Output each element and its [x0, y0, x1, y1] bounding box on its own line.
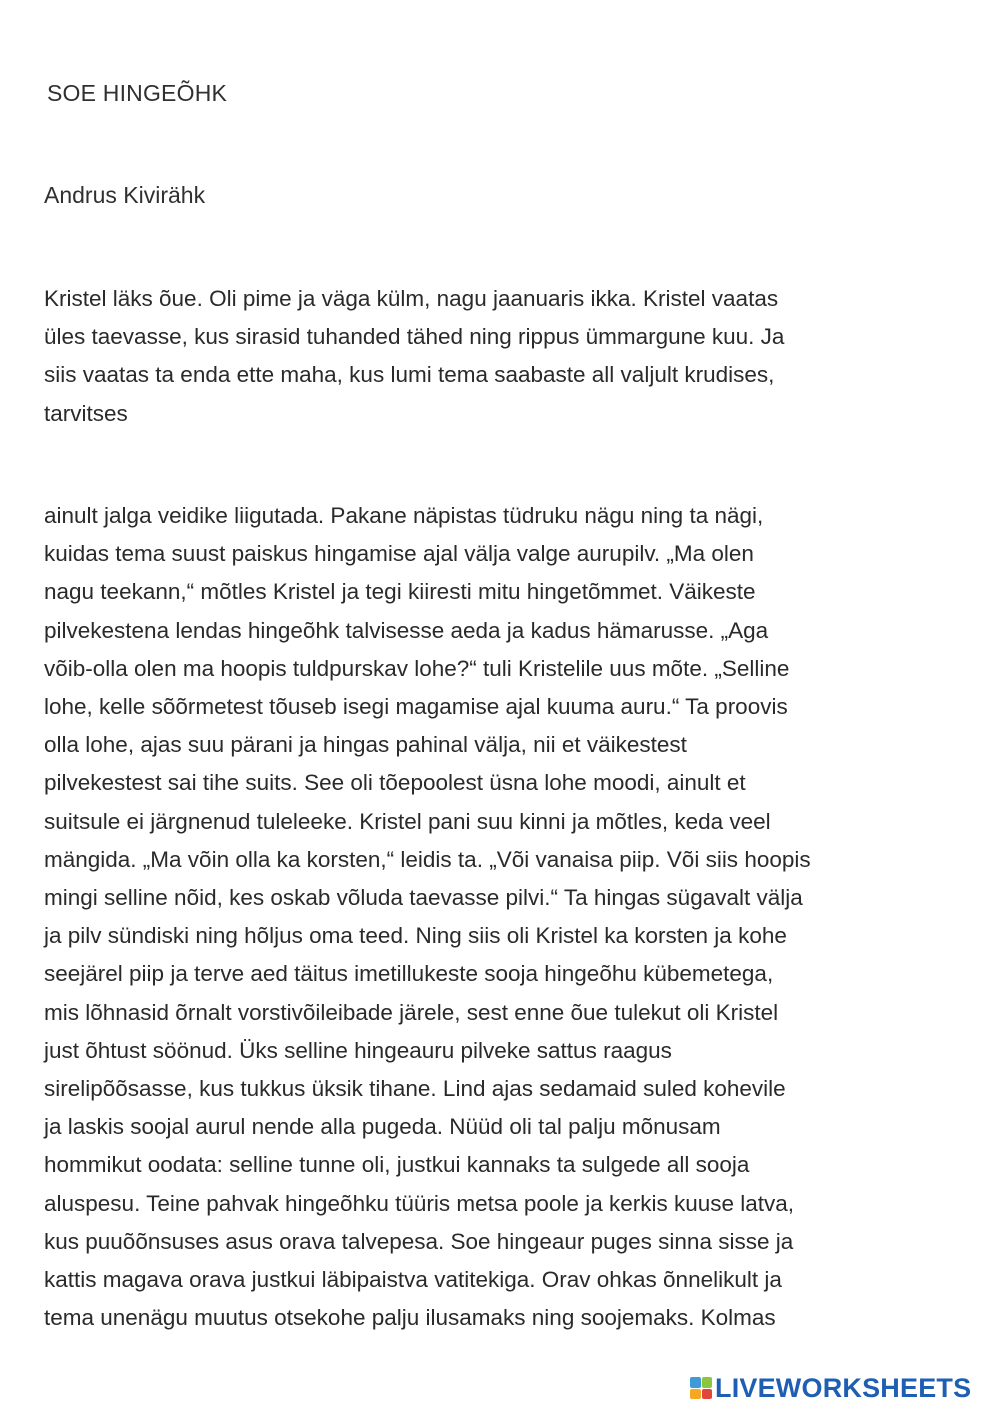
text-line: võib-olla olen ma hoopis tuldpurskav lohe?“ tuli Kristelile uus mõte. „Selline [44, 655, 790, 681]
text-line: olla lohe, ajas suu pärani ja hingas pahinal välja, nii et väikestest [44, 732, 687, 758]
text-line: lohe, kelle sõõrmetest tõuseb isegi magamise ajal kuuma auru.“ Ta proovis [44, 694, 788, 720]
logo-square [702, 1377, 713, 1388]
text-line: kus puuõõnsuses asus orava talvepesa. Soe hingeaur puges sinna sisse ja [44, 1228, 794, 1254]
liveworksheets-logo[interactable] [690, 1372, 971, 1404]
document-title: SOE HINGEÕHK [47, 80, 228, 106]
text-line: seejärel piip ja terve aed täitus imetillukeste sooja hingeõhu kübemetega, [44, 961, 774, 987]
text-line: nagu teekann,“ mõtles Kristel ja tegi kiiresti mitu hingetõmmet. Väikeste [44, 579, 756, 605]
text-line: just õhtust söönud. Üks selline hingeauru pilveke sattus raagus [44, 1037, 672, 1063]
text-line: ja pilv sündiski ning hõljus oma teed. Ning siis oli Kristel ka korsten ja kohe [44, 923, 787, 949]
text-line: kuidas tema suust paiskus hingamise ajal välja valge aurupilv. „Ma olen [44, 541, 754, 567]
text-line: Kristel läks õue. Oli pime ja väga külm, nagu jaanuaris ikka. Kristel vaatas [44, 286, 779, 311]
text-line: pilvekestest sai tihe suits. See oli tõepoolest üsna lohe moodi, ainult et [44, 770, 746, 796]
text-line: üles taevasse, kus sirasid tuhanded tähed ning rippus ümmargune kuu. Ja [44, 324, 785, 350]
text-line: hommikut oodata: selline tunne oli, justkui kannaks ta sulgede all sooja [44, 1152, 750, 1178]
text-line: mingi selline nõid, kes oskab võluda taevasse pilvi.“ Ta hingas sügavalt välja [44, 885, 803, 911]
text-line: ainult jalga veidike liigutada. Pakane näpistas tüdruku nägu ning ta nägi, [44, 503, 764, 528]
text-line: ja laskis soojal aurul nende alla pugeda. Nüüd oli tal palju mõnusam [44, 1114, 721, 1140]
text-line: mis lõhnasid õrnalt vorstivõileibade järele, sest enne õue tulekut oli Kristel [44, 999, 779, 1025]
text-line: tema unenägu muutus otsekohe palju ilusamaks ning soojemaks. Kolmas [44, 1305, 776, 1331]
liveworksheets-logo-icon [690, 1377, 712, 1399]
text-line: sirelipõõsasse, kus tukkus üksik tihane. Lind ajas sedamaid suled kohevile [44, 1076, 786, 1102]
paragraph-2 [44, 497, 811, 1337]
text-line: pilvekestena lendas hingeõhk talvisesse aeda ja kadus hämarusse. „Aga [44, 617, 769, 643]
text-line: aluspesu. Teine pahvak hingeõhku tüüris metsa poole ja kerkis kuuse latva, [44, 1190, 795, 1216]
paragraph-1 [44, 280, 784, 433]
logo-square [702, 1389, 713, 1400]
text-line: suitsule ei järgnenud tuleleeke. Kristel pani suu kinni ja mõtles, keda veel [44, 808, 771, 834]
text-line: mängida. „Ma võin olla ka korsten,“ leidis ta. „Või vanaisa piip. Või siis hoopis [44, 846, 811, 872]
liveworksheets-logo-text: LIVEWORKSHEETS [715, 1372, 972, 1403]
text-line: kattis magava orava justkui läbipaistva vatitekiga. Orav ohkas õnnelikult ja [44, 1267, 782, 1293]
text-line: tarvitses [44, 400, 128, 426]
text-line: siis vaatas ta enda ette maha, kus lumi tema saabaste all valjult krudises, [44, 362, 775, 388]
logo-square [690, 1377, 701, 1388]
document-author: Andrus Kivirähk [44, 182, 206, 208]
logo-square [690, 1389, 701, 1400]
